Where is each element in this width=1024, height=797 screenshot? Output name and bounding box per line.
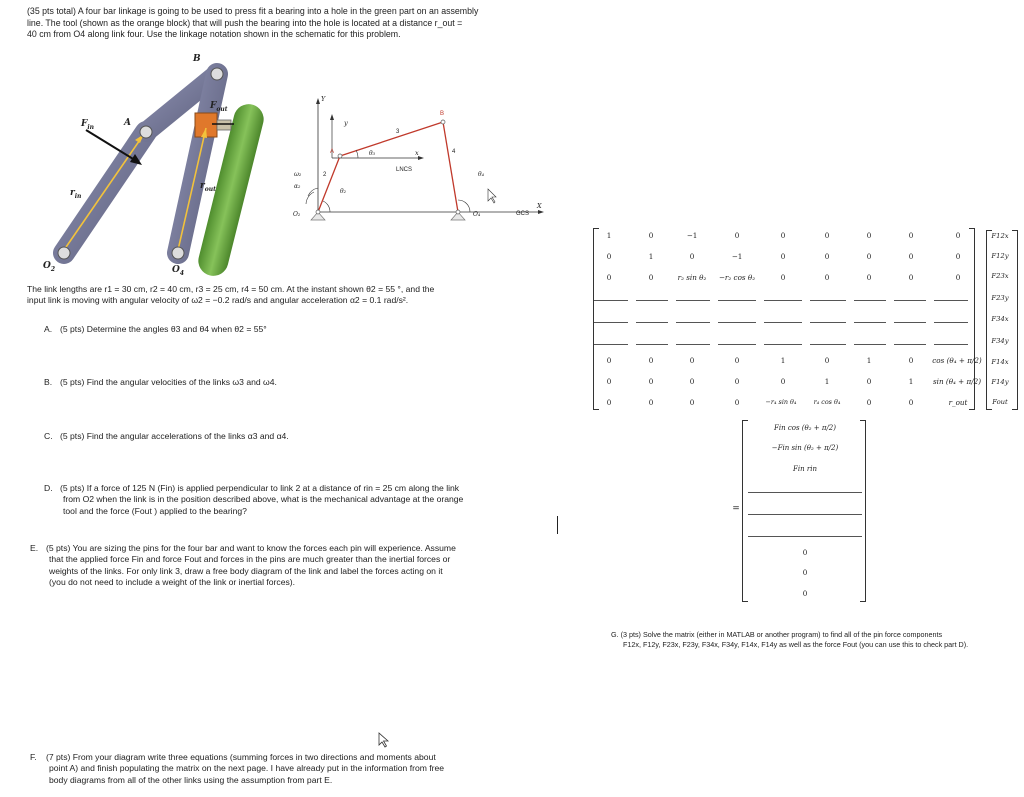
given-line-1: The link lengths are r1 = 30 cm, r2 = 40 cm, r3 = 25 cm, r4 = 50 cm. At the instant shown θ2 = 55 °, and the xyxy=(27,284,435,294)
rhs-bracket-left xyxy=(742,420,748,602)
given-values xyxy=(27,284,552,307)
question-f: F. (7 pts) From your diagram write three equations (summing forces in two directions and moments about point A) and finish populating the matrix on the next page. I have already put in the information from free body diagrams from all of the other links using the assumption from part E. xyxy=(30,752,445,785)
rhs-cell: Fin rin xyxy=(793,465,817,473)
matrix-cell: 0 xyxy=(955,231,961,240)
matrix-cell: 0 xyxy=(689,377,695,386)
matrix-blank xyxy=(764,344,802,345)
rhs-blank xyxy=(748,514,862,515)
matrix-cell: 0 xyxy=(689,356,695,365)
matrix-cell: 0 xyxy=(866,398,872,407)
matrix-cell: 0 xyxy=(908,273,914,282)
label-O2: $O_2$ xyxy=(43,261,56,273)
label-r-out: $r_{out}$ xyxy=(200,181,216,193)
matrix-blank xyxy=(894,300,926,301)
matrix-cell: 0 xyxy=(734,398,740,407)
matrix-cell: 1 xyxy=(780,356,786,365)
matrix-blank xyxy=(934,322,968,323)
rhs-bracket-right xyxy=(860,420,866,602)
matrix-cell: 0 xyxy=(648,356,654,365)
schematic-label-B: B xyxy=(440,111,445,117)
rhs-blank xyxy=(748,492,862,493)
matrix-cell: 0 xyxy=(606,398,612,407)
matrix-cell: 0 xyxy=(866,273,872,282)
rhs-cell: Fin cos (θ₂ + π/2) xyxy=(774,424,836,432)
linkage-photo xyxy=(20,50,280,282)
matrix-blank xyxy=(894,344,926,345)
matrix-blank xyxy=(894,322,926,323)
schematic-label-x: x xyxy=(415,149,419,157)
matrix-blank xyxy=(764,300,802,301)
question-e: E. (5 pts) You are sizing the pins for the four bar and want to know the forces each pin will experience. Assume that the applied force Fin and force Fout and forces in the pins are much greater than the inertial forces or weights of the links. For only link 3, draw a free body diagram of the link and label the forces acting on it (you do not need to include a weight of the link or inertial forces). xyxy=(30,543,456,588)
matrix-cell: 0 xyxy=(606,377,612,386)
matrix-cell: 1 xyxy=(866,356,872,365)
question-g: G. (3 pts) Solve the matrix (either in MATLAB or another program) to find all of the pin force components F12x, F12y, F23x, F23y, F34x, F34y, F14x, F14y as well as the force Fout (you can use this to check part D). xyxy=(611,630,969,650)
matrix-cell: 0 xyxy=(866,252,872,261)
matrix-cell: −r₄ sin θ₄ xyxy=(765,398,797,406)
matrix-cell: r₂ sin θ₂ xyxy=(677,273,707,282)
matrix-cell: 0 xyxy=(648,398,654,407)
matrix-blank xyxy=(854,344,886,345)
matrix-cell: 0 xyxy=(648,273,654,282)
label-B: B xyxy=(193,54,201,64)
unknown-F12x: F12x xyxy=(991,232,1009,240)
matrix-blank xyxy=(810,300,846,301)
matrix-cell: r₄ cos θ₄ xyxy=(813,398,841,406)
matrix-cell: 0 xyxy=(734,356,740,365)
schematic-label-Y: Y xyxy=(321,95,326,103)
matrix-cell: 0 xyxy=(606,273,612,282)
equals-sign: = xyxy=(732,504,740,514)
matrix-cell: 0 xyxy=(606,252,612,261)
schematic-label-theta3: θ₃ xyxy=(369,150,376,157)
text-cursor-icon xyxy=(557,516,558,534)
rhs-cell: 0 xyxy=(802,548,808,557)
matrix-cell: cos (θ₄ + π/2) xyxy=(932,356,982,365)
matrix-cell: 0 xyxy=(955,252,961,261)
matrix-blank xyxy=(854,300,886,301)
matrix-cell: 0 xyxy=(780,252,786,261)
schematic-label-O2: O₂ xyxy=(293,211,301,218)
unknowns-bracket-right xyxy=(1012,230,1018,410)
intro-line-1: (35 pts total) A four bar linkage is going to be used to press fit a bearing into a hole in the green part on an assembly xyxy=(27,6,479,16)
matrix-cell: 0 xyxy=(866,231,872,240)
label-F-in: $F_{in}$ xyxy=(81,119,95,131)
intro-line-2: line. The tool (shown as the orange block) that will push the bearing into the hole is located at a distance r_out = xyxy=(27,17,463,28)
question-c: C. (5 pts) Find the angular accelerations of the links α3 and α4. xyxy=(44,431,289,441)
matrix-cell: −1 xyxy=(731,252,743,261)
matrix-blank xyxy=(594,322,628,323)
matrix-cell: 0 xyxy=(734,231,740,240)
schematic-label-link3: 3 xyxy=(396,129,400,135)
matrix-cell: 1 xyxy=(908,377,914,386)
matrix-cell: 0 xyxy=(780,231,786,240)
question-b: B. (5 pts) Find the angular velocities of the links ω3 and ω4. xyxy=(44,377,277,387)
matrix-blank xyxy=(854,322,886,323)
matrix-blank xyxy=(718,344,756,345)
schematic-label-y: y xyxy=(344,119,348,127)
rhs-cell: 0 xyxy=(802,568,808,577)
label-O4: $O_4$ xyxy=(172,265,185,277)
matrix-cell: 0 xyxy=(908,398,914,407)
matrix-cell: 0 xyxy=(734,377,740,386)
matrix-blank xyxy=(594,344,628,345)
unknown-F14y: F14y xyxy=(991,378,1009,386)
label-A: A xyxy=(124,118,131,128)
matrix-cell: 1 xyxy=(606,231,612,240)
problem-intro xyxy=(27,6,552,41)
rhs-cell: 0 xyxy=(802,589,808,598)
schematic-label-X: X xyxy=(537,202,542,210)
matrix-cell: 0 xyxy=(606,356,612,365)
matrix-cell: 0 xyxy=(780,273,786,282)
linkage-schematic xyxy=(280,92,550,227)
matrix-blank xyxy=(594,300,628,301)
label-F-out: $F_{out}$ xyxy=(210,101,228,113)
rhs-cell: −Fin sin (θ₂ + π/2) xyxy=(771,444,839,452)
matrix-cell: 0 xyxy=(648,377,654,386)
matrix-blank xyxy=(636,322,668,323)
matrix-bracket-left xyxy=(593,228,599,410)
matrix-cell: 0 xyxy=(689,398,695,407)
given-line-2: input link is moving with angular velocity of ω2 = −0.2 rad/s and angular acceleration α2 = 0.1 rad/s². xyxy=(27,295,409,306)
matrix-cell: 0 xyxy=(908,252,914,261)
schematic-label-omega2: ω₂ xyxy=(294,171,302,178)
rhs-blank xyxy=(748,536,862,537)
schematic-label-alpha2: α₂ xyxy=(294,183,301,190)
matrix-blank xyxy=(810,344,846,345)
schematic-label-link2: 2 xyxy=(323,172,327,178)
unknown-Fout: Fout xyxy=(992,398,1008,406)
intro-line-3: 40 cm from O4 along link four. Use the linkage notation shown in the schematic for this problem. xyxy=(27,29,401,40)
unknown-F23x: F23x xyxy=(991,272,1009,280)
matrix-cell: sin (θ₄ + π/2) xyxy=(932,377,982,386)
matrix-cell: 0 xyxy=(908,231,914,240)
unknown-F14x: F14x xyxy=(991,358,1009,366)
matrix-blank xyxy=(636,344,668,345)
schematic-label-link4: 4 xyxy=(452,149,456,155)
schematic-label-GCS: GCS xyxy=(516,211,530,217)
schematic-label-theta2: θ₂ xyxy=(340,188,347,195)
matrix-blank xyxy=(718,300,756,301)
matrix-blank xyxy=(636,300,668,301)
matrix-cell: 0 xyxy=(780,377,786,386)
label-r-in: $r_{in}$ xyxy=(70,188,82,200)
matrix-cell: r_out xyxy=(948,398,968,407)
matrix-cell: 0 xyxy=(908,356,914,365)
matrix-blank xyxy=(810,322,846,323)
question-a: A. (5 pts) Determine the angles θ3 and θ4 when θ2 = 55° xyxy=(44,324,267,334)
unknown-F34x: F34x xyxy=(991,315,1009,323)
unknown-F23y: F23y xyxy=(991,294,1009,302)
schematic-label-A: A xyxy=(330,149,335,155)
matrix-cell: 1 xyxy=(824,377,830,386)
matrix-blank xyxy=(718,322,756,323)
mouse-pointer-icon xyxy=(378,732,390,748)
schematic-label-O4: O₄ xyxy=(473,211,481,218)
matrix-blank xyxy=(676,322,710,323)
matrix-blank xyxy=(676,344,710,345)
matrix-cell: 0 xyxy=(824,273,830,282)
matrix-blank xyxy=(676,300,710,301)
matrix-blank xyxy=(934,344,968,345)
matrix-cell: 0 xyxy=(648,231,654,240)
matrix-cell: 0 xyxy=(824,356,830,365)
schematic-label-theta4: θ₄ xyxy=(478,171,485,178)
question-d: D. (5 pts) If a force of 125 N (Fin) is applied perpendicular to link 2 at a distance of rin = 25 cm along the link from O2 when the link is in the position described above, what is the mechanical advantage at the orange tool and the force (Fout ) applied to the bearing? xyxy=(44,483,464,516)
matrix-blank xyxy=(934,300,968,301)
matrix-cell: 0 xyxy=(824,231,830,240)
unknown-F34y: F34y xyxy=(991,337,1009,345)
matrix-cell: 1 xyxy=(648,252,654,261)
matrix-cell: 0 xyxy=(866,377,872,386)
matrix-cell: 0 xyxy=(824,252,830,261)
matrix-cell: −r₂ cos θ₂ xyxy=(718,273,756,282)
matrix-cell: 0 xyxy=(689,252,695,261)
unknown-F12y: F12y xyxy=(991,252,1009,260)
matrix-cell: 0 xyxy=(955,273,961,282)
matrix-cell: −1 xyxy=(686,231,698,240)
schematic-label-LNCS: LNCS xyxy=(396,167,413,173)
matrix-blank xyxy=(764,322,802,323)
